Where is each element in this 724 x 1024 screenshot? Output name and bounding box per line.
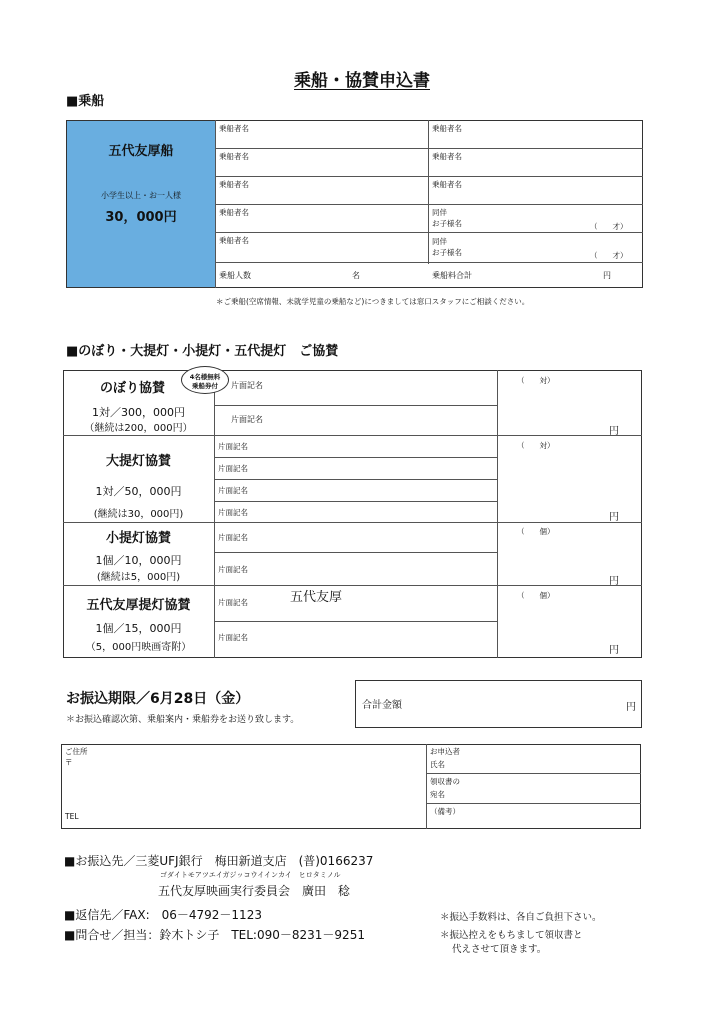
nobori-name: のぼり協賛 [100, 381, 166, 396]
passenger-name-field[interactable]: 乗船者名 [219, 236, 249, 245]
boat-name: 五代友厚船 [108, 144, 174, 159]
total-amount-label: 合計金額 [362, 700, 402, 711]
side-name-field[interactable]: 片面記名 [231, 415, 263, 424]
boat-eligibility: 小学生以上・お一人様 [101, 191, 181, 200]
ochochin-renewal: (継続は30，000円) [93, 509, 184, 520]
postal-mark: 〒 [65, 758, 73, 767]
godai-qty-field[interactable]: （ 個） [517, 591, 555, 600]
ochochin-qty-field[interactable]: （ 対） [517, 441, 555, 450]
kochochin-name: 小提灯協賛 [105, 531, 171, 546]
ochochin-yen: 円 [609, 512, 619, 523]
child-age-field[interactable]: （ 才） [590, 251, 628, 260]
section-boarding-heading: ■乗船 [66, 94, 105, 109]
godai-name: 五代友厚提灯協賛 [86, 598, 191, 613]
payment-note: ＊お振込確認次第、乗船案内・乗船券をお送り致します。 [66, 715, 300, 725]
passenger-name-field[interactable]: 乗船者名 [219, 208, 249, 217]
receipt-note: ＊振込控えをもちまして領収書と [440, 930, 583, 941]
address-field[interactable]: ご住所 [65, 747, 88, 756]
bank-account-line: ■お振込先／三菱UFJ銀行 梅田新道支店 (普)0166237 [64, 854, 374, 868]
side-name-field[interactable]: 片面記名 [218, 442, 248, 451]
receipt-name-field[interactable]: 宛名 [430, 790, 445, 799]
receipt-note-cont: 代えさせて頂きます。 [452, 944, 547, 955]
side-name-field[interactable]: 片面記名 [218, 464, 248, 473]
side-name-field[interactable]: 片面記名 [218, 565, 248, 574]
applicant-name-field[interactable]: 氏名 [430, 760, 445, 769]
side-name-field[interactable]: 片面記名 [218, 533, 248, 542]
fax-line: ■返信先／FAX: 06－4792－1123 [64, 908, 262, 922]
nobori-yen: 円 [609, 426, 619, 437]
account-holder: 五代友厚映画実行委員会 廣田 稔 [158, 884, 351, 898]
receipt-label: 領収書の [430, 777, 460, 786]
ochochin-price: 1対／50，000円 [95, 485, 182, 498]
nobori-price: 1対／300，000円 [92, 406, 185, 419]
payment-deadline: お振込期限／6月28日（金） [66, 691, 250, 707]
total-amount-yen: 円 [626, 702, 636, 713]
applicant-label: お申込者 [430, 747, 460, 756]
page-title: 乗船・協賛申込書 [294, 71, 430, 91]
kochochin-renewal: (継続は5，000円) [96, 572, 181, 583]
side-name-field[interactable]: 片面記名 [218, 633, 248, 642]
accompany-label: 同伴 [432, 237, 447, 246]
child-name-field[interactable]: お子様名 [432, 219, 462, 228]
side-name-field[interactable]: 片面記名 [218, 598, 248, 607]
kochochin-yen: 円 [609, 576, 619, 587]
ochochin-name: 大提灯協賛 [105, 454, 171, 469]
section-sponsorship-heading: ■のぼり・大提灯・小提灯・五代提灯 ご協賛 [66, 344, 339, 359]
accompany-label: 同伴 [432, 208, 447, 217]
tel-field[interactable]: TEL [65, 812, 79, 821]
passenger-name-field[interactable]: 乗船者名 [219, 124, 249, 133]
passenger-count-unit: 名 [352, 271, 360, 280]
side-name-field[interactable]: 片面記名 [218, 486, 248, 495]
fare-total-label: 乗船料合計 [432, 271, 472, 280]
passenger-count-label: 乗船人数 [219, 271, 251, 280]
fare-total-yen: 円 [603, 271, 611, 280]
child-name-field[interactable]: お子様名 [432, 248, 462, 257]
godai-price: 1個／15，000円 [95, 622, 182, 635]
passenger-name-field[interactable]: 乗船者名 [219, 180, 249, 189]
contact-line: ■問合せ／担当：鈴木トシ子 TEL:090－8231－9251 [64, 928, 365, 942]
boarding-note: ＊ご乗船(空席情報、未就学児童の乗船など)につきましては窓口スタッフにご相談ください。 [216, 297, 530, 306]
kochochin-qty-field[interactable]: （ 個） [517, 527, 555, 536]
nobori-qty-field[interactable]: （ 対） [517, 376, 555, 385]
kochochin-price: 1個／10，000円 [95, 554, 182, 567]
remarks-field[interactable]: （備考） [430, 807, 460, 816]
passenger-name-field[interactable]: 乗船者名 [219, 152, 249, 161]
applicant-table [61, 744, 641, 829]
child-age-field[interactable]: （ 才） [590, 222, 628, 231]
nobori-renewal: （継続は200，000円） [84, 423, 193, 434]
free-ticket-badge: 4名様無料 乗船券付 [181, 366, 229, 394]
passenger-name-field[interactable]: 乗船者名 [432, 180, 462, 189]
side-name-field[interactable]: 片面記名 [218, 508, 248, 517]
boat-price: 30，000円 [105, 210, 177, 225]
godai-renewal: （5，000円映画寄附） [85, 642, 192, 653]
passenger-name-field[interactable]: 乗船者名 [432, 124, 462, 133]
handwritten-sponsor-name: 五代友厚 [290, 590, 343, 605]
account-kana: ゴダイトモアツエイガジッコウイインカイ ヒロタミノル [160, 871, 341, 879]
side-name-field[interactable]: 片面記名 [231, 381, 263, 390]
fee-note: ＊振込手数料は、各自ご負担下さい。 [440, 912, 602, 923]
godai-yen: 円 [609, 645, 619, 656]
passenger-name-field[interactable]: 乗船者名 [432, 152, 462, 161]
